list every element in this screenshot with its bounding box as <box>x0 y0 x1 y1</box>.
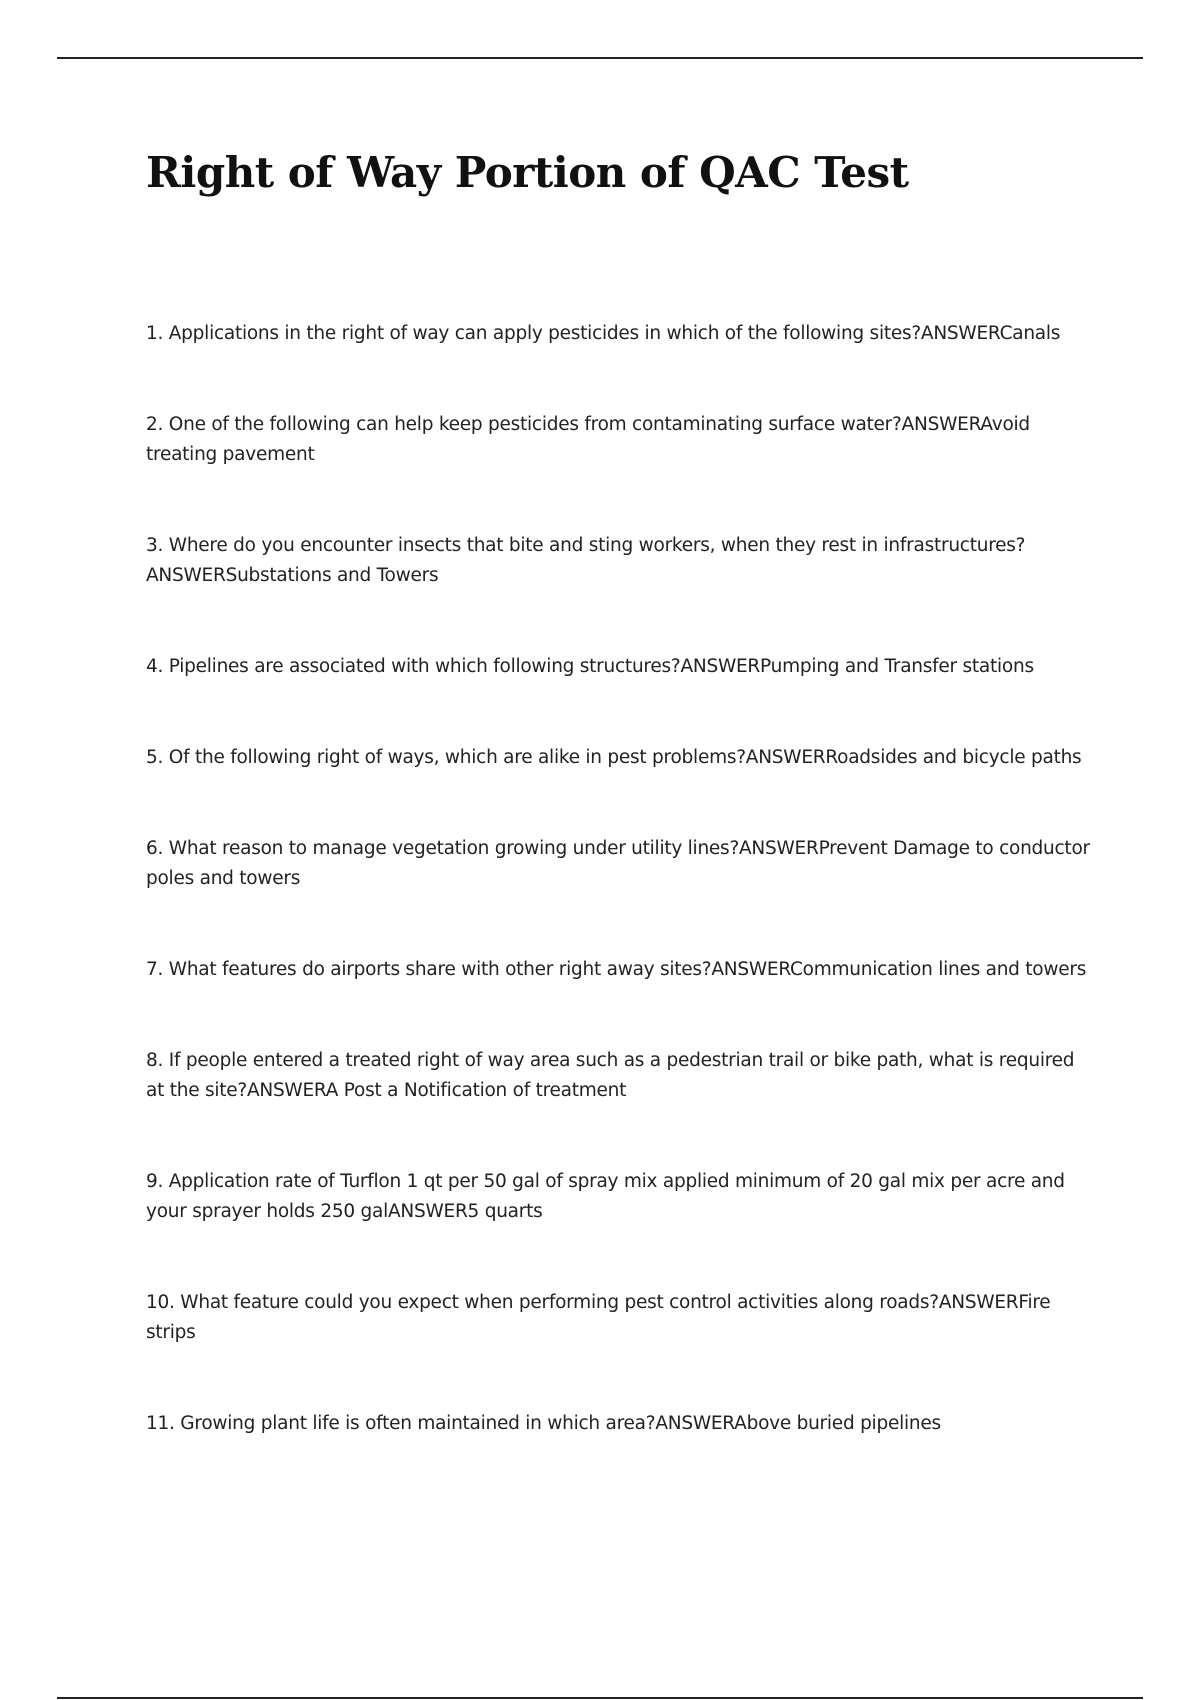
question-3 <box>146 531 1096 591</box>
question-8 <box>146 1046 1096 1106</box>
question-text: 8. If people entered a treated right of way area such as a pedestrian trail or bike path, what is required at the site?ANSWERA Post a Notification of treatment <box>146 1050 1075 1101</box>
question-2 <box>146 410 1096 470</box>
question-text: 2. One of the following can help keep pesticides from contaminating surface water?ANSWERAvoid treating pavement <box>146 414 1030 465</box>
question-text: 9. Application rate of Turflon 1 qt per 50 gal of spray mix applied minimum of 20 gal mix per acre and your sprayer holds 250 galANSWER5 quarts <box>146 1171 1065 1222</box>
question-text: 4. Pipelines are associated with which following structures?ANSWERPumping and Transfer stations <box>146 656 1034 677</box>
question-text: 7. What features do airports share with other right away sites?ANSWERCommunication lines and towers <box>146 959 1087 980</box>
question-11 <box>146 1409 1096 1439</box>
question-4 <box>146 652 1096 682</box>
question-5 <box>146 743 1096 773</box>
question-6 <box>146 834 1096 894</box>
question-9 <box>146 1167 1096 1227</box>
question-10 <box>146 1288 1096 1348</box>
question-text: 10. What feature could you expect when performing pest control activities along roads?ANSWERFire strips <box>146 1292 1051 1343</box>
question-list <box>146 319 1096 1500</box>
question-text: 3. Where do you encounter insects that bite and sting workers, when they rest in infrastructures? ANSWERSubstations and Towers <box>146 535 1026 586</box>
question-text: 6. What reason to manage vegetation growing under utility lines?ANSWERPrevent Damage to conductor poles and towers <box>146 838 1090 889</box>
question-7 <box>146 955 1096 985</box>
document-title: Right of Way Portion of QAC Test <box>146 148 909 197</box>
question-text: 11. Growing plant life is often maintained in which area?ANSWERAbove buried pipelines <box>146 1413 941 1434</box>
question-text: 1. Applications in the right of way can apply pesticides in which of the following sites?ANSWERCanals <box>146 323 1061 344</box>
footer-rule <box>57 1697 1143 1699</box>
question-text: 5. Of the following right of ways, which are alike in pest problems?ANSWERRoadsides and bicycle paths <box>146 747 1082 768</box>
header-rule <box>57 57 1143 59</box>
question-1 <box>146 319 1096 349</box>
